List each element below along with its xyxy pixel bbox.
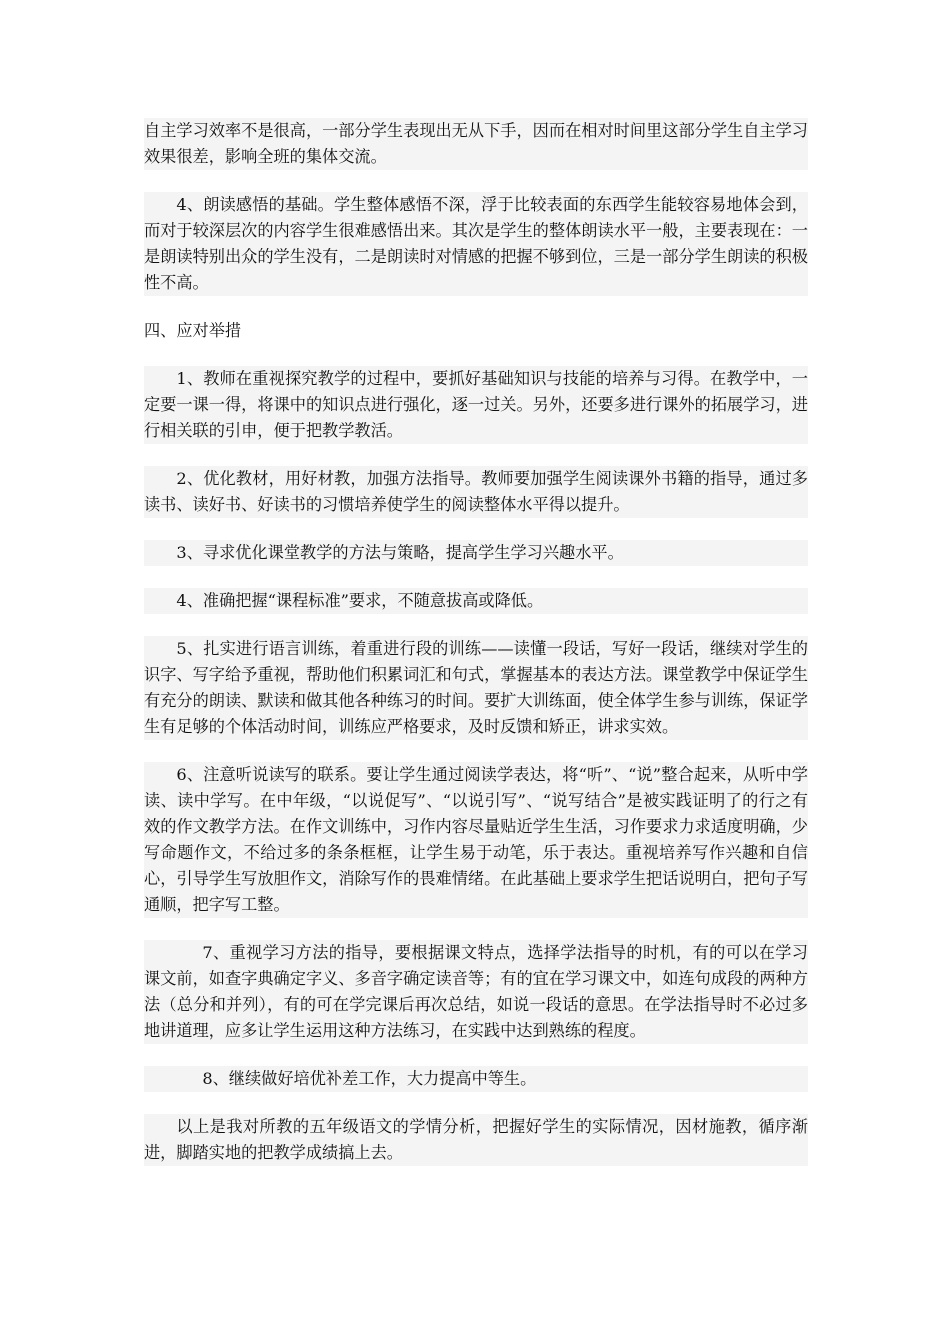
section-heading-measures: 四、应对举措	[144, 321, 242, 340]
paragraph-measure-4: 4、准确把握“课程标准”要求，不随意拔高或降低。	[144, 588, 808, 614]
paragraph-continued: 自主学习效率不是很高，一部分学生表现出无从下手，因而在相对时间里这部分学生自主学习效果很差，影响全班的集体交流。	[144, 118, 808, 170]
paragraph-measure-2: 2、优化教材，用好材教，加强方法指导。教师要加强学生阅读课外书籍的指导，通过多读书、读好书、好读书的习惯培养使学生的阅读整体水平得以提升。	[144, 466, 808, 518]
paragraph-measure-7: 7、重视学习方法的指导，要根据课文特点，选择学法指导的时机，有的可以在学习课文前，如查字典确定字义、多音字确定读音等；有的宜在学习课文中，如连句成段的两种方法（总分和并列），有的可在学完课后再次总结，如说一段话的意思。在学法指导时不必过多地讲道理，应多让学生运用这种方法练习，在实践中达到熟练的程度。	[144, 940, 808, 1044]
paragraph-measure-8: 8、继续做好培优补差工作，大力提高中等生。	[144, 1066, 808, 1092]
paragraph-measure-6: 6、注意听说读写的联系。要让学生通过阅读学表达，将“听”、“说”整合起来，从听中学读、读中学写。在中年级，“以说促写”、“以说引写”、“说写结合”是被实践证明了的行之有效的作文教学方法。在作文训练中，习作内容尽量贴近学生生活，习作要求力求适度明确，少写命题作文，不给过多的条条框框，让学生易于动笔，乐于表达。重视培养写作兴趣和自信心，引导学生写放胆作文，消除写作的畏难情绪。在此基础上要求学生把话说明白，把句子写通顺，把字写工整。	[144, 762, 808, 918]
paragraph-conclusion: 以上是我对所教的五年级语文的学情分析，把握好学生的实际情况，因材施教，循序渐进，脚踏实地的把教学成绩搞上去。	[144, 1114, 808, 1166]
document-body	[144, 118, 808, 1188]
paragraph-measure-1: 1、教师在重视探究教学的过程中，要抓好基础知识与技能的培养与习得。在教学中，一定要一课一得，将课中的知识点进行强化，逐一过关。另外，还要多进行课外的拓展学习，进行相关联的引申，便于把教学教活。	[144, 366, 808, 444]
paragraph-measure-3: 3、寻求优化课堂教学的方法与策略，提高学生学习兴趣水平。	[144, 540, 808, 566]
paragraph-reading-comprehension: 4、朗读感悟的基础。学生整体感悟不深，浮于比较表面的东西学生能较容易地体会到，而对于较深层次的内容学生很难感悟出来。其次是学生的整体朗读水平一般，主要表现在：一是朗读特别出众的学生没有，二是朗读时对情感的把握不够到位，三是一部分学生朗读的积极性不高。	[144, 192, 808, 296]
paragraph-measure-5: 5、扎实进行语言训练，着重进行段的训练——读懂一段话，写好一段话，继续对学生的识字、写字给予重视，帮助他们积累词汇和句式，掌握基本的表达方法。课堂教学中保证学生有充分的朗读、默读和做其他各种练习的时间。要扩大训练面，使全体学生参与训练，保证学生有足够的个体活动时间，训练应严格要求，及时反馈和矫正，讲求实效。	[144, 636, 808, 740]
